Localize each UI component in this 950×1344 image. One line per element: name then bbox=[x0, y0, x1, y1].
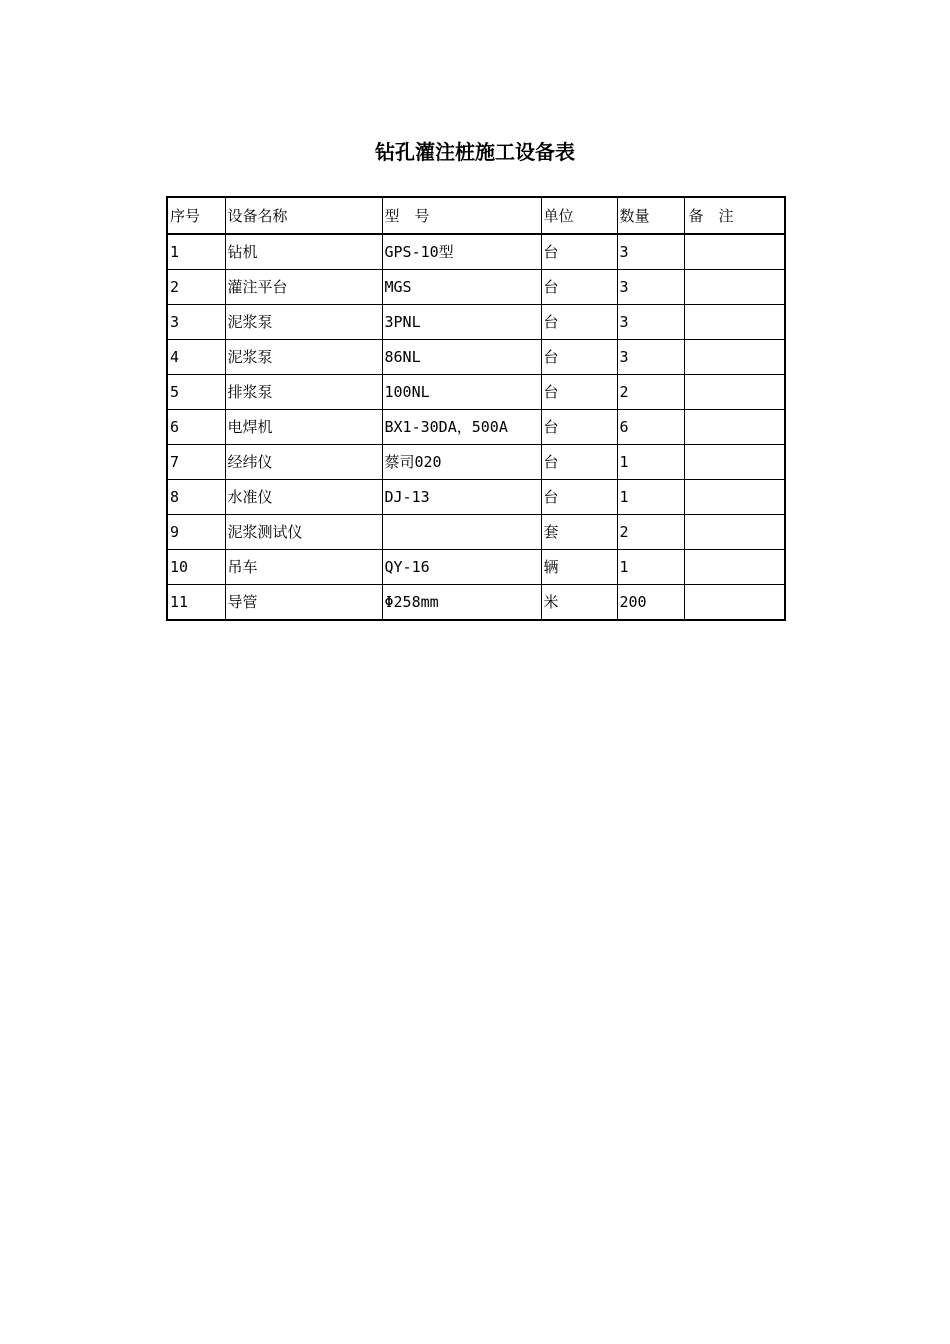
cell-name: 排浆泵 bbox=[225, 375, 382, 410]
equipment-table bbox=[166, 196, 786, 621]
cell-no: 11 bbox=[167, 585, 225, 621]
table-row bbox=[167, 410, 785, 445]
cell-qty: 3 bbox=[617, 234, 684, 270]
cell-name: 灌注平台 bbox=[225, 270, 382, 305]
cell-remark bbox=[684, 305, 785, 340]
cell-qty: 3 bbox=[617, 270, 684, 305]
cell-remark bbox=[684, 234, 785, 270]
cell-model: DJ-13 bbox=[382, 480, 541, 515]
header-cell-name: 设备名称 bbox=[225, 197, 382, 234]
cell-remark bbox=[684, 270, 785, 305]
cell-name: 导管 bbox=[225, 585, 382, 621]
cell-no: 3 bbox=[167, 305, 225, 340]
cell-remark bbox=[684, 550, 785, 585]
cell-model: 86NL bbox=[382, 340, 541, 375]
cell-remark bbox=[684, 445, 785, 480]
cell-remark bbox=[684, 515, 785, 550]
cell-name: 泥浆测试仪 bbox=[225, 515, 382, 550]
cell-unit: 台 bbox=[541, 270, 617, 305]
table-row bbox=[167, 585, 785, 621]
cell-qty: 2 bbox=[617, 375, 684, 410]
cell-no: 1 bbox=[167, 234, 225, 270]
cell-no: 9 bbox=[167, 515, 225, 550]
cell-remark bbox=[684, 340, 785, 375]
cell-model bbox=[382, 515, 541, 550]
cell-model: Φ258mm bbox=[382, 585, 541, 621]
cell-model: QY-16 bbox=[382, 550, 541, 585]
table-row bbox=[167, 445, 785, 480]
table-row bbox=[167, 480, 785, 515]
cell-qty: 3 bbox=[617, 340, 684, 375]
table-row bbox=[167, 340, 785, 375]
page-title: 钻孔灌注桩施工设备表 bbox=[375, 140, 575, 164]
cell-name: 电焊机 bbox=[225, 410, 382, 445]
cell-model: MGS bbox=[382, 270, 541, 305]
cell-qty: 1 bbox=[617, 480, 684, 515]
cell-remark bbox=[684, 410, 785, 445]
cell-remark bbox=[684, 480, 785, 515]
cell-remark bbox=[684, 375, 785, 410]
cell-qty: 2 bbox=[617, 515, 684, 550]
cell-name: 吊车 bbox=[225, 550, 382, 585]
cell-qty: 1 bbox=[617, 445, 684, 480]
table-row bbox=[167, 270, 785, 305]
cell-unit: 套 bbox=[541, 515, 617, 550]
cell-no: 6 bbox=[167, 410, 225, 445]
table-row bbox=[167, 550, 785, 585]
cell-no: 2 bbox=[167, 270, 225, 305]
cell-no: 7 bbox=[167, 445, 225, 480]
cell-unit: 台 bbox=[541, 234, 617, 270]
cell-name: 经纬仪 bbox=[225, 445, 382, 480]
header-cell-remark: 备 注 bbox=[684, 197, 785, 234]
cell-no: 8 bbox=[167, 480, 225, 515]
cell-no: 10 bbox=[167, 550, 225, 585]
cell-unit: 台 bbox=[541, 375, 617, 410]
table-row bbox=[167, 305, 785, 340]
cell-unit: 台 bbox=[541, 340, 617, 375]
cell-model: 3PNL bbox=[382, 305, 541, 340]
cell-name: 泥浆泵 bbox=[225, 340, 382, 375]
cell-qty: 6 bbox=[617, 410, 684, 445]
cell-name: 泥浆泵 bbox=[225, 305, 382, 340]
cell-qty: 3 bbox=[617, 305, 684, 340]
table-row bbox=[167, 234, 785, 270]
cell-unit: 台 bbox=[541, 445, 617, 480]
header-cell-qty: 数量 bbox=[617, 197, 684, 234]
cell-model: 100NL bbox=[382, 375, 541, 410]
cell-unit: 辆 bbox=[541, 550, 617, 585]
cell-unit: 台 bbox=[541, 480, 617, 515]
cell-model: GPS-10型 bbox=[382, 234, 541, 270]
cell-qty: 200 bbox=[617, 585, 684, 621]
cell-no: 4 bbox=[167, 340, 225, 375]
cell-model: 蔡司020 bbox=[382, 445, 541, 480]
table-row bbox=[167, 375, 785, 410]
cell-unit: 台 bbox=[541, 305, 617, 340]
cell-model: BX1-30DA，500A bbox=[382, 410, 541, 445]
table-header-row bbox=[167, 197, 785, 234]
cell-name: 钻机 bbox=[225, 234, 382, 270]
cell-name: 水准仪 bbox=[225, 480, 382, 515]
table-row bbox=[167, 515, 785, 550]
header-cell-unit: 单位 bbox=[541, 197, 617, 234]
cell-unit: 米 bbox=[541, 585, 617, 621]
cell-qty: 1 bbox=[617, 550, 684, 585]
header-cell-no: 序号 bbox=[167, 197, 225, 234]
header-cell-model: 型 号 bbox=[382, 197, 541, 234]
cell-no: 5 bbox=[167, 375, 225, 410]
cell-unit: 台 bbox=[541, 410, 617, 445]
cell-remark bbox=[684, 585, 785, 621]
